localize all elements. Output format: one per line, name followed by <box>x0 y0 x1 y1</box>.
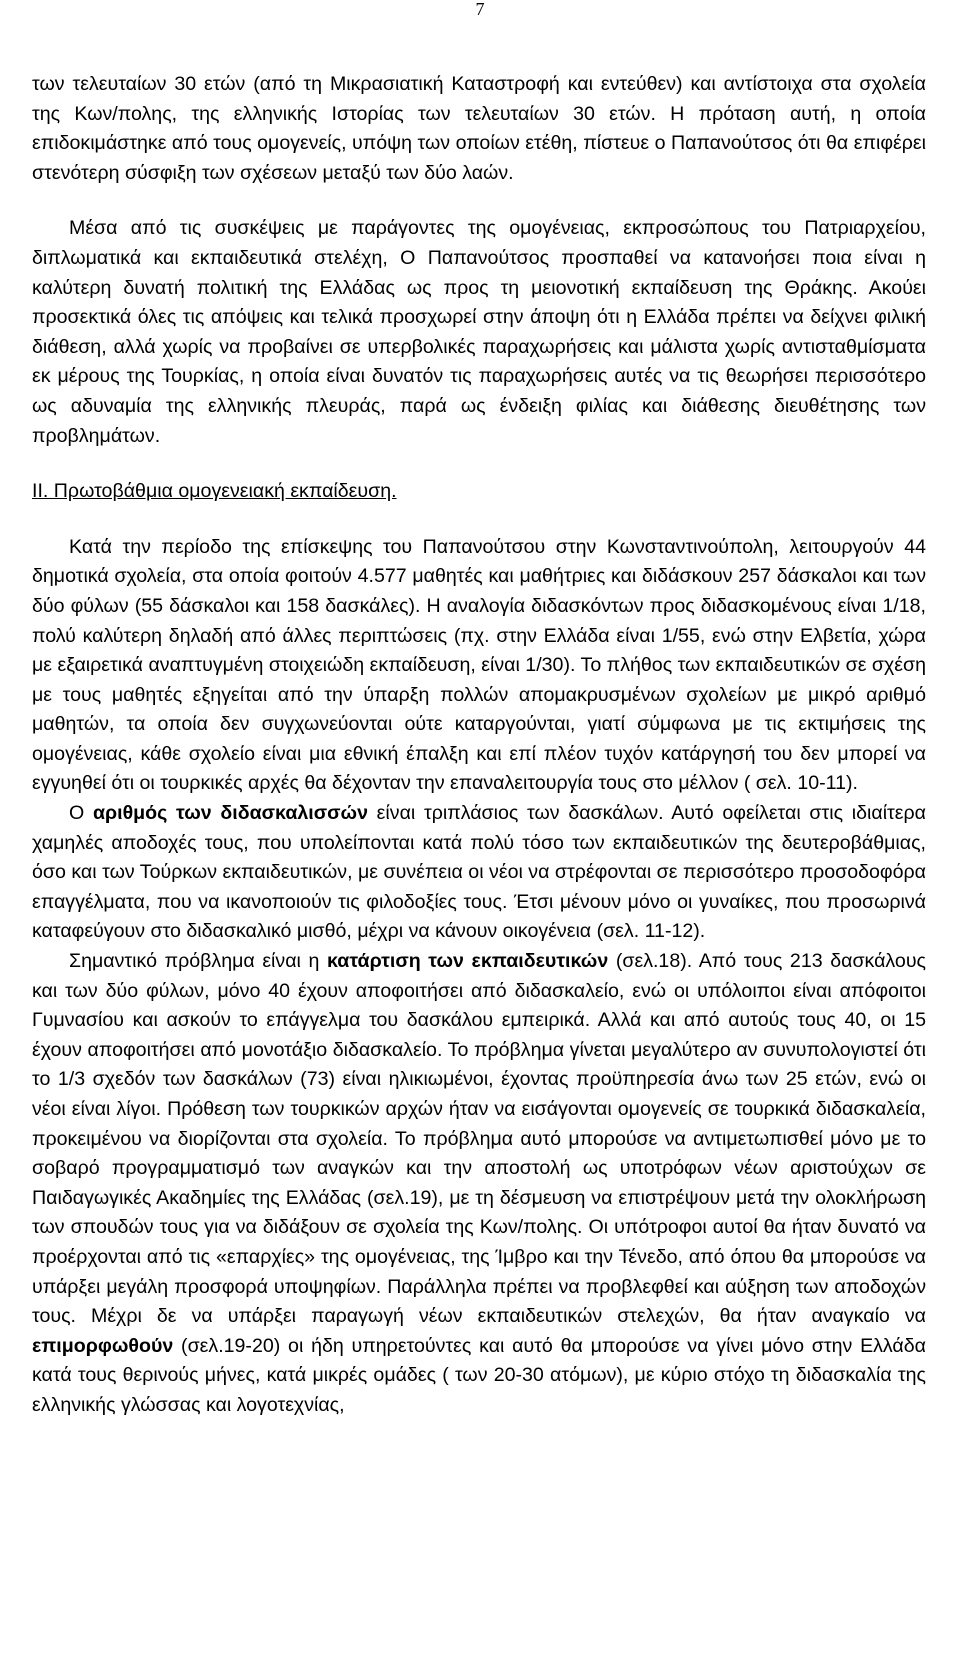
paragraph-5-emphasis-2: επιμορφωθούν <box>32 1334 174 1357</box>
paragraph-5 <box>32 947 926 1421</box>
section-heading: ΙΙ. Πρωτοβάθμια ομογενειακή εκπαίδευση. <box>32 480 397 503</box>
document-body <box>32 70 926 1421</box>
paragraph-5-text-end: (σελ.19-20) οι ήδη υπηρετούντες και αυτό θα μπορούσε να γίνει μόνο στην Ελλάδα κατά τους θερινούς μήνες, κατά μικρές ομάδες ( των 20-30 ατόμων), με κύριο στόχο τη διδασκαλία της ελληνικής γλώσσας και λογοτεχνίας, <box>32 1334 926 1416</box>
paragraph-5-text-middle: (σελ.18). Από τους 213 δασκάλους και των δύο φύλων, μόνο 40 έχουν αποφοιτήσει από διδασκαλείο, ενώ οι υπόλοιποι είναι απόφοιτοι Γυμνασίου και ασκούν το επάγγελμα του δασκάλου εμπειρικά. Αλλά και από αυτούς τους 40, οι 15 έχουν αποφοιτήσει από μονοτάξιο διδασκαλείο. Το πρόβλημα γίνεται μεγαλύτερο αν συνυπολογιστεί ότι το 1/3 σχεδόν των δασκάλων (73) είναι ηλικιωμένοι, έχοντας προϋπηρεσία άνω των 25 ετών, ενώ οι νέοι είναι λίγοι. Πρόθεση των τουρκικών αρχών ήταν να εισάγονται ομογενείς σε τουρκικά διδασκαλεία, προκειμένου να διορίζονται στα σχολεία. Το πρόβλημα αυτό μπορούσε να αντιμετωπισθεί μόνο με το σοβαρό προγραμματισμό των αναγκών και την αποστολή ως υποτρόφων νέων αριστούχων σε Παιδαγωγικές Ακαδημίες της Ελλάδας (σελ.19), με τη δέσμευση να επιστρέψουν μετά την ολοκλήρωση των σπουδών τους για να διδάξουν σε σχολεία της Κων/πολης. Οι υπότροφοι αυτοί θα ήταν δυνατό να προέρχονται από τις «επαρχίες» της ομογένειας, της Ίμβρο και την Τένεδο, από όπου θα μπορούσε να υπάρξει μεγάλη προσφορά υποψηφίων. Παράλληλα πρέπει να προβλεφθεί και αύξηση των αποδοχών τους. Μέχρι δε να υπάρξει παραγωγή νέων εκπαιδευτικών στελεχών, θα ήταν αναγκαίο να <box>32 950 926 1328</box>
page-number: 7 <box>475 0 485 19</box>
paragraph-3: Κατά την περίοδο της επίσκεψης του Παπανούτσου στην Κωνσταντινούπολη, λειτουργούν 44 δημοτικά σχολεία, στα οποία φοιτούν 4.577 μαθητές και μαθήτριες και διδάσκουν 257 δάσκαλοι και των δύο φύλων (55 δάσκαλοι και 158 δασκάλες). Η αναλογία διδασκόντων προς διδασκομένους είναι 1/18, πολύ καλύτερη δηλαδή από άλλες περιπτώσεις (πχ. στην Ελλάδα είναι 1/55, ενώ στην Ελβετία, χώρα με εξαιρετικά αναπτυγμένη στοιχειώδη εκπαίδευση, είναι 1/30). Το πλήθος των εκπαιδευτικών σε σχέση με τους μαθητές εξηγείται από την ύπαρξη πολλών απομακρυσμένων σχολείων με μικρό αριθμό μαθητών, τα οποία δεν συγχωνεύονται ούτε καταργούνται, γιατί σύμφωνα με τις εκτιμήσεις της ομογένειας, κάθε σχολείο είναι μια εθνική έπαλξη και επί πλέον τυχόν κατάργησή του δεν μπορεί να εγγυηθεί ότι οι τουρκικές αρχές θα δέχονταν την επαναλειτουργία τους στο μέλλον ( σελ. 10-11). <box>32 535 926 795</box>
paragraph-4-emphasis: αριθμός των διδασκαλισσών <box>92 802 368 825</box>
paragraph-4-text-start: Ο <box>69 802 93 825</box>
paragraph-5-text-start: Σημαντικό πρόβλημα είναι η <box>69 950 327 973</box>
paragraph-2: Μέσα από τις συσκέψεις με παράγοντες της ομογένειας, εκπροσώπους του Πατριαρχείου, διπλωματικά και εκπαιδευτικά στελέχη, Ο Παπανούτσος προσπαθεί να κατανοήσει ποια είναι η καλύτερη δυνατή πολιτική της Ελλάδας ως προς τη μειονοτική εκπαίδευση της Θράκης. Ακούει προσεκτικά όλες τις απόψεις και τελικά προσχωρεί στην άποψη ότι η Ελλάδα πρέπει να δείχνει φιλική διάθεση, αλλά χωρίς να προβαίνει σε υπερβολικές παραχωρήσεις και μάλιστα χωρίς αντισταθμίσματα εκ μέρους της Τουρκίας, η οποία είναι δυνατόν τις παραχωρήσεις αυτές να τις θεωρήσει περισσότερο ως αδυναμία της ελληνικής πλευράς, παρά ως ένδειξη φιλίας και διάθεσης διευθέτησης των προβλημάτων. <box>32 217 926 447</box>
paragraph-4 <box>32 799 926 947</box>
paragraph-4-text-end: είναι τριπλάσιος των δασκάλων. Αυτό οφείλεται στις ιδιαίτερα χαμηλές αποδοχές τους, που υπολείπονται κατά πολύ τόσο των εκπαιδευτικών της δευτεροβάθμιας, όσο και των Τούρκων εκπαιδευτικών, με συνέπεια οι νέοι να στρέφονται σε περισσότερο προσοδοφόρα επαγγέλματα, που να ικανοποιούν τις φιλοδοξίες τους. Έτσι μένουν μόνο οι γυναίκες, που προσωρινά καταφεύγουν στο διδασκαλικό μισθό, μέχρι να κάνουν οικογένεια (σελ. 11-12). <box>32 802 926 943</box>
paragraph-5-emphasis: κατάρτιση των εκπαιδευτικών <box>327 950 609 973</box>
paragraph-1: των τελευταίων 30 ετών (από τη Μικρασιατική Καταστροφή και εντεύθεν) και αντίστοιχα στα σχολεία της Κων/πολης, της ελληνικής Ιστορίας των τελευταίων 30 ετών. Η πρόταση αυτή, η οποία επιδοκιμάστηκε από τους ομογενείς, υπόψη των οποίων ετέθη, πίστευε ο Παπανούτσος ότι θα επιφέρει στενότερη σύσφιξη των σχέσεων μεταξύ των δύο λαών. <box>32 73 926 184</box>
